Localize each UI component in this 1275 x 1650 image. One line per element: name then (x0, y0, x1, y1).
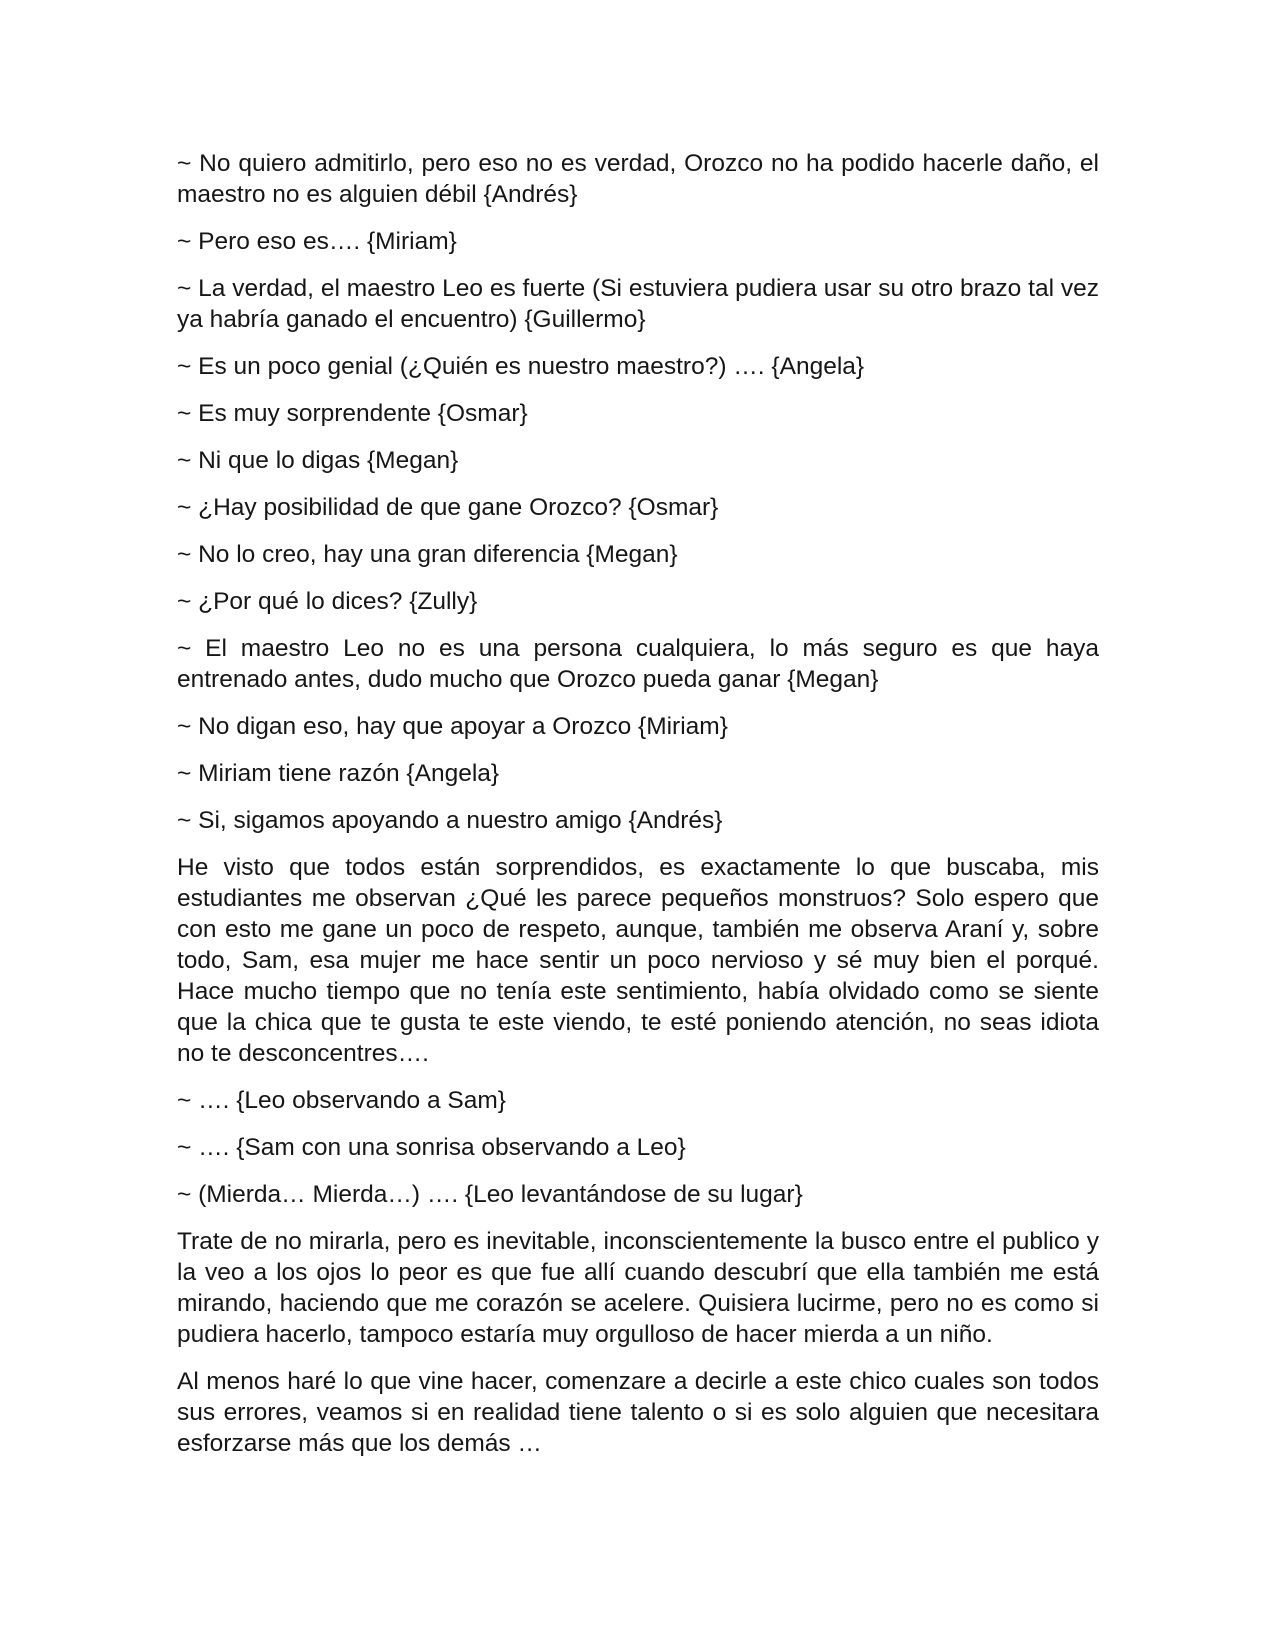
dialogue-line-zully: ~ ¿Por qué lo dices? {Zully} (177, 588, 478, 615)
narration-paragraph: Trate de no mirarla, pero es inevitable, inconscientemente la busco entre el publico y la veo a los ojos lo peor es que fue allí cuando descubrí que ella también me está mirando, haciendo que me corazón se acelere. Quisiera lucirme, pero no es como si pudiera hacerlo, tampoco estaría muy orgulloso de hacer mierda a un niño. (177, 1228, 1099, 1348)
dialogue-line-megan: ~ Ni que lo digas {Megan} (177, 447, 459, 474)
narration-paragraph: He visto que todos están sorprendidos, es exactamente lo que buscaba, mis estudiantes me observan ¿Qué les parece pequeños monstruos? Solo espero que con esto me gane un poco de respeto, aunque, también me observa Araní y, sobre todo, Sam, esa mujer me hace sentir un poco nervioso y sé muy bien el porqué. Hace mucho tiempo que no tenía este sentimiento, había olvidado como se siente que la chica que te gusta te este viendo, te esté poniendo atención, no seas idiota no te desconcentres…. (177, 854, 1099, 1067)
dialogue-line-osmar: ~ Es muy sorprendente {Osmar} (177, 400, 528, 427)
dialogue-line-leo: ~ (Mierda… Mierda…) …. {Leo levantándose de su lugar} (177, 1181, 803, 1208)
dialogue-line-angela: ~ Miriam tiene razón {Angela} (177, 760, 500, 787)
dialogue-line-sam: ~ …. {Sam con una sonrisa observando a Leo} (177, 1134, 686, 1161)
dialogue-line-miriam: ~ No digan eso, hay que apoyar a Orozco {Miriam} (177, 713, 728, 740)
dialogue-line-guillermo: ~ La verdad, el maestro Leo es fuerte (Si estuviera pudiera usar su otro brazo tal vez ya habría ganado el encuentro) {Guillermo} (177, 275, 1099, 333)
dialogue-line-leo: ~ …. {Leo observando a Sam} (177, 1087, 506, 1114)
dialogue-line-megan: ~ El maestro Leo no es una persona cualquiera, lo más seguro es que haya entrenado antes, dudo mucho que Orozco pueda ganar {Megan} (177, 635, 1099, 693)
dialogue-line-angela: ~ Es un poco genial (¿Quién es nuestro maestro?) …. {Angela} (177, 353, 865, 380)
dialogue-line-osmar: ~ ¿Hay posibilidad de que gane Orozco? {Osmar} (177, 494, 719, 521)
dialogue-line-andres: ~ Si, sigamos apoyando a nuestro amigo {Andrés} (177, 807, 723, 834)
document-page (177, 148, 1099, 1475)
dialogue-line-miriam: ~ Pero eso es…. {Miriam} (177, 228, 457, 255)
dialogue-line-andres: ~ No quiero admitirlo, pero eso no es verdad, Orozco no ha podido hacerle daño, el maestro no es alguien débil {Andrés} (177, 150, 1099, 208)
narration-paragraph: Al menos haré lo que vine hacer, comenzare a decirle a este chico cuales son todos sus errores, veamos si en realidad tiene talento o si es solo alguien que necesitara esforzarse más que los demás … (177, 1368, 1099, 1457)
dialogue-line-megan: ~ No lo creo, hay una gran diferencia {Megan} (177, 541, 678, 568)
